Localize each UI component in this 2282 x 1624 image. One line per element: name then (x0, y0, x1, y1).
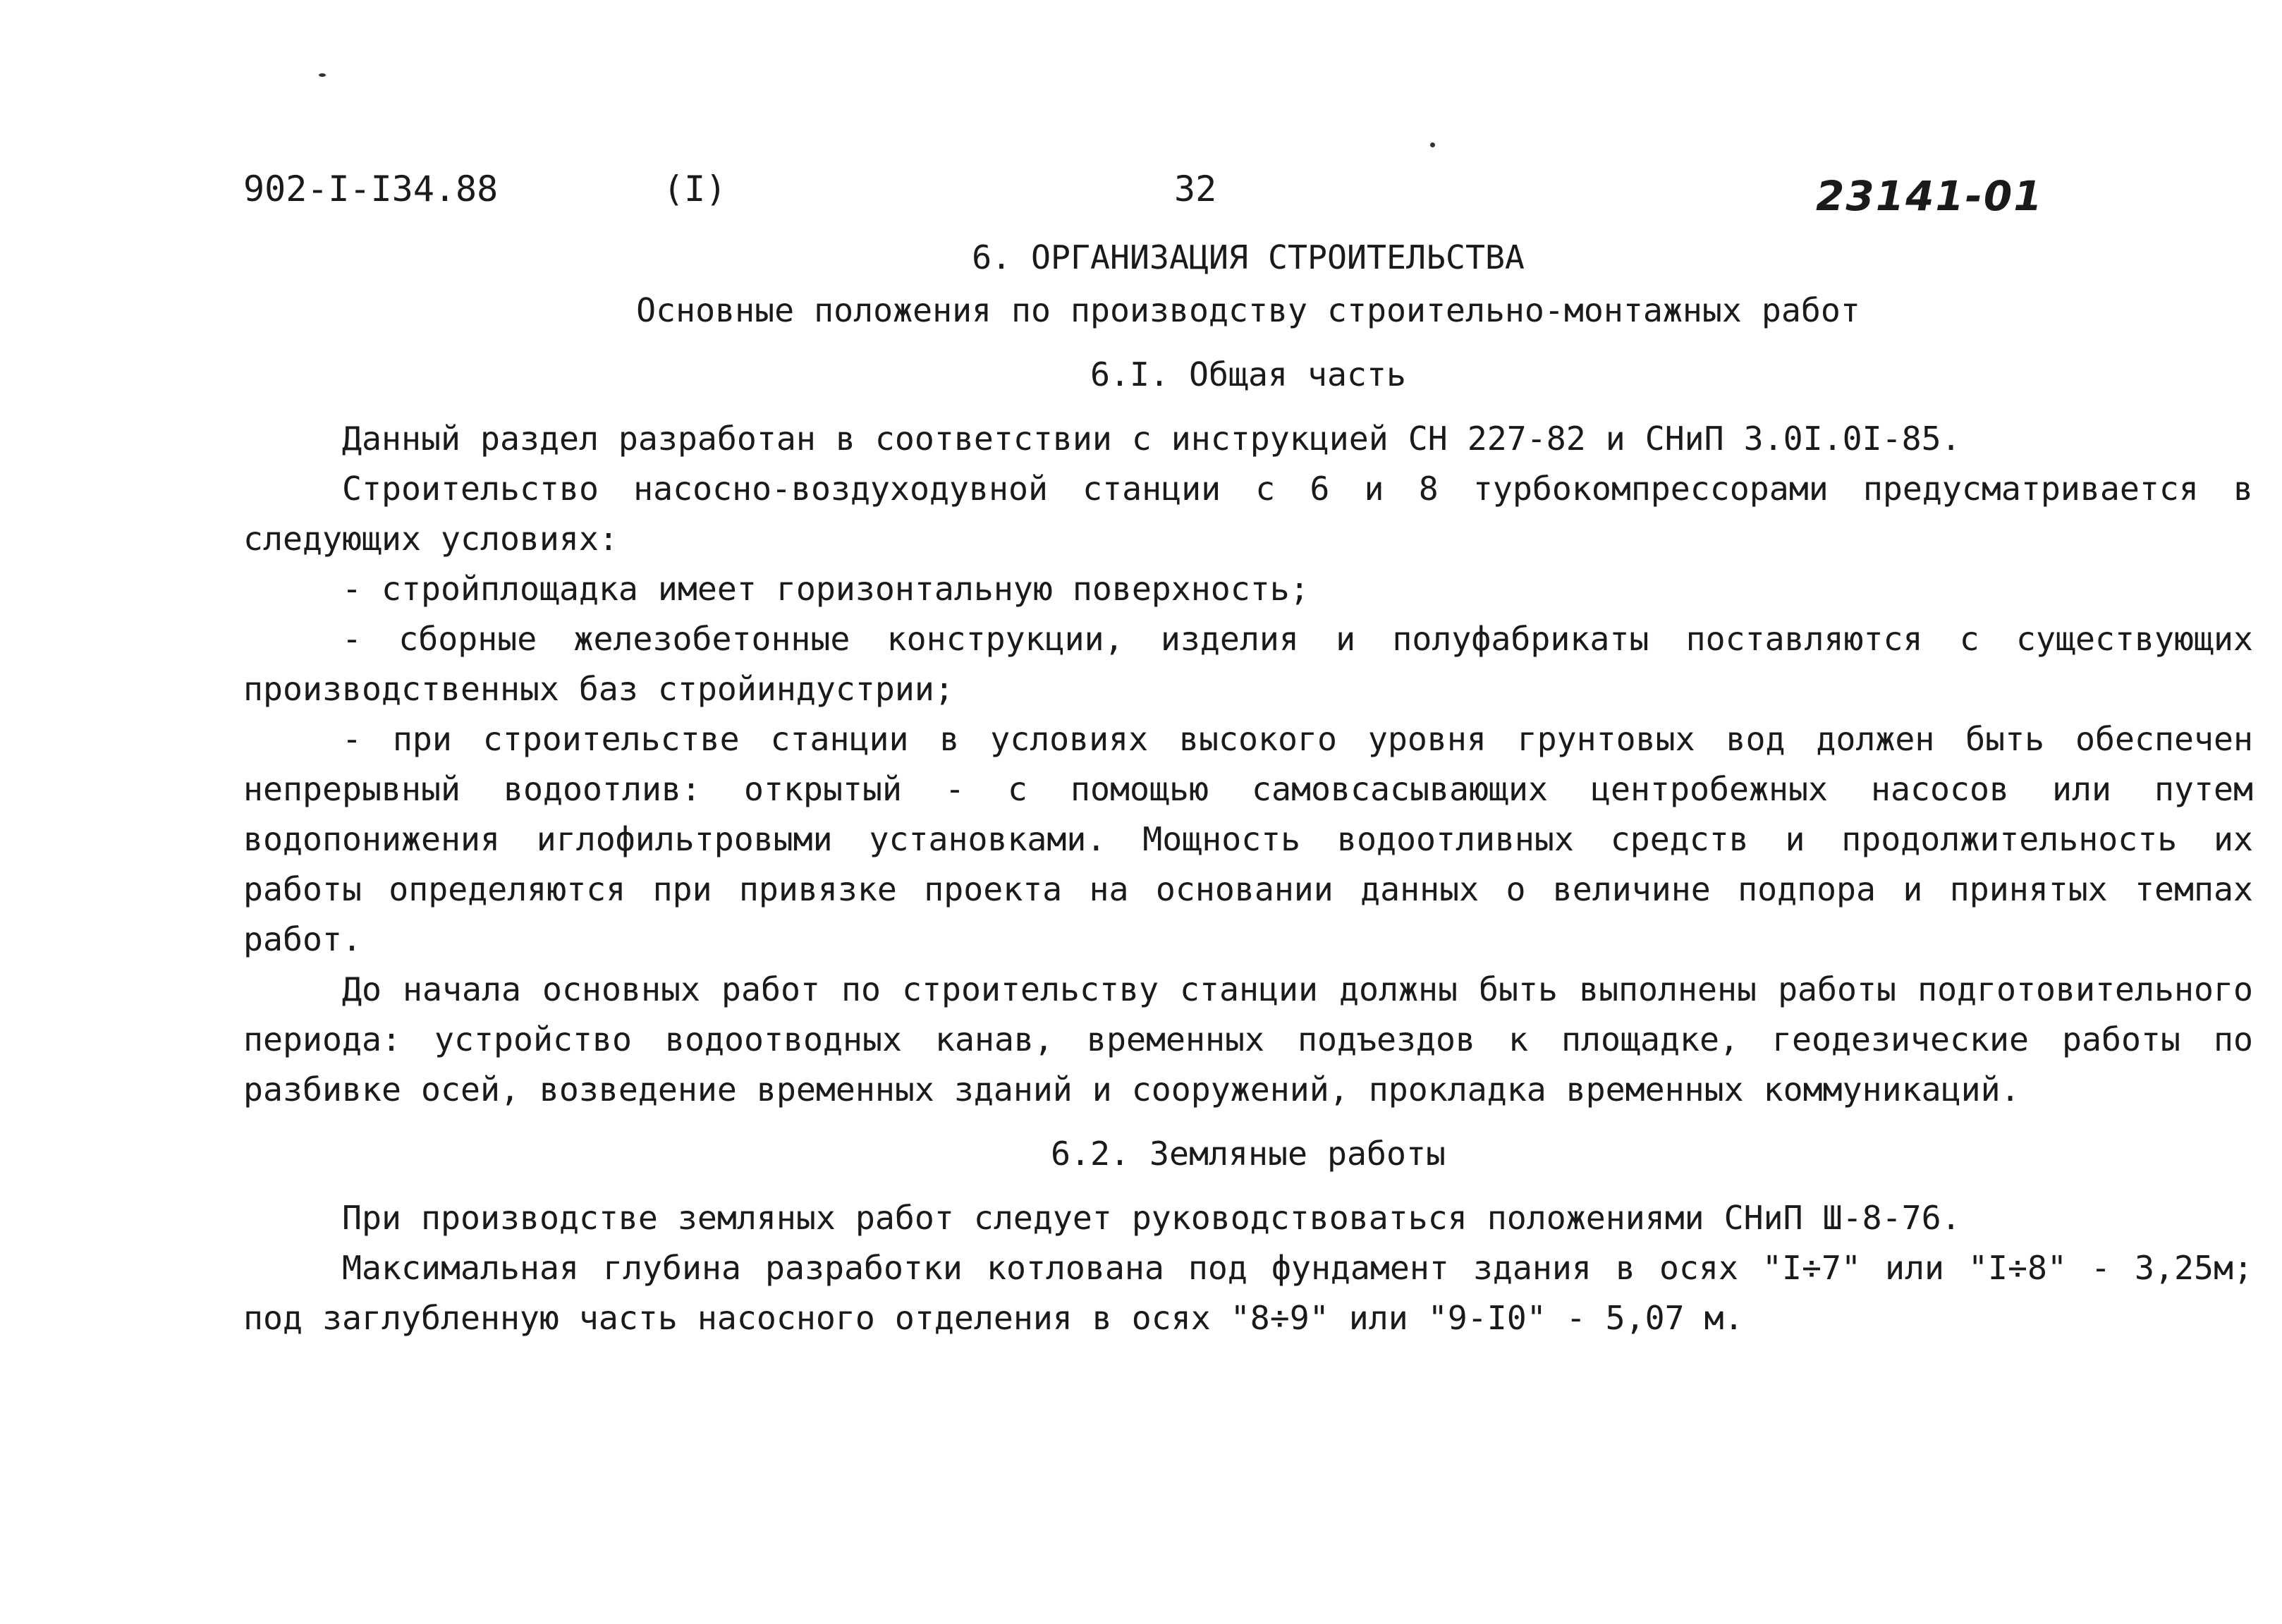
scan-speck (1430, 142, 1435, 147)
paragraph: До начала основных работ по строительству станции должны быть выполнены работы подготовительного периода: устройство водоотводных канав, временных подъездов к площадке, геодезические работы по разбивке осей, возведение временных зданий и сооружений, прокладка временных коммуникаций. (243, 970, 2253, 1109)
list-item: - стройплощадка имеет горизонтальную поверхность; (342, 570, 1310, 608)
part2-title: 6.2. Земляные работы (1051, 1135, 1446, 1173)
section-subtitle: Основные положения по производству строительно-монтажных работ (636, 291, 1860, 329)
page-number: 32 (1174, 169, 1217, 209)
scan-speck (319, 73, 326, 77)
list-item: - сборные железобетонные конструкции, изделия и полуфабрикаты поставляются с существующих производственных баз стройиндустрии; (243, 620, 2253, 708)
part1-title: 6.I. Общая часть (1090, 355, 1406, 393)
paragraph: Строительство насосно-воздуходувной станции с 6 и 8 турбокомпрессорами предусматривается в следующих условиях: (243, 470, 2253, 558)
section-title: 6. ОРГАНИЗАЦИЯ СТРОИТЕЛЬСТВА (972, 238, 1525, 276)
document-body (243, 233, 2253, 1343)
document-code: 902-I-I34.88 (243, 169, 499, 209)
paragraph: Данный раздел разработан в соответствии с инструкцией СН 227-82 и СНиП 3.0I.0I-85. (342, 420, 1961, 458)
paragraph: При производстве земляных работ следует руководствоваться положениями СНиП Ш-8-76. (342, 1199, 1961, 1237)
paragraph: Максимальная глубина разработки котлована под фундамент здания в осях "I÷7" или "I÷8" - 3,25м; под заглубленную часть насосного отделения в осях "8÷9" или "9-I0" - 5,07 м. (243, 1249, 2253, 1337)
inventory-number: 23141-01 (1816, 172, 2044, 220)
list-item: - при строительстве станции в условиях высокого уровня грунтовых вод должен быть обеспечен непрерывный водоотлив: открытый - с помощью самовсасывающих центробежных насосов или путем водопонижения иглофильтровыми установками. Мощность водоотливных средств и продолжительность их работы определяются при привязке проекта на основании данных о величине подпора и принятых темпах работ. (243, 720, 2253, 958)
volume-number: (I) (663, 169, 727, 209)
